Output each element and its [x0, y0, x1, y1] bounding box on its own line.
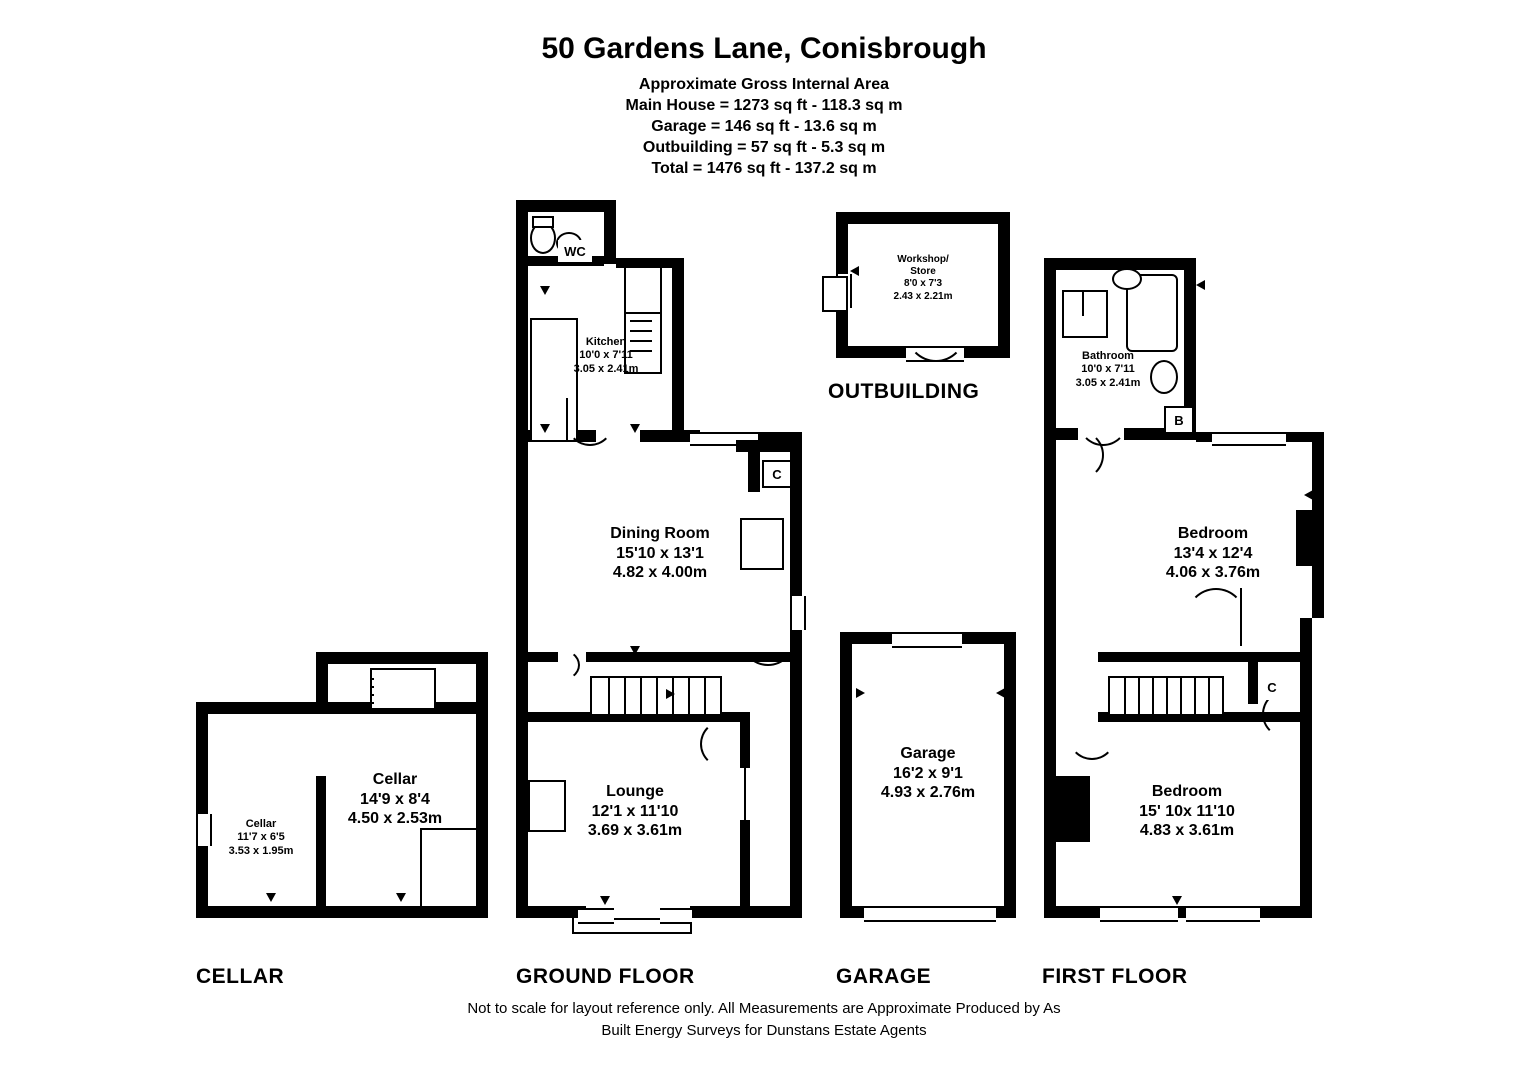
gf-arrow-bay	[600, 896, 610, 905]
ff-wall-left	[1044, 440, 1056, 918]
ob-fixture	[822, 276, 848, 312]
kitchen-metric: 3.05 x 2.41m	[573, 362, 639, 375]
ff-window-bed1-top	[1212, 432, 1286, 446]
cellar-wall-top-right	[316, 652, 488, 664]
cellar-arrow-1	[266, 893, 276, 902]
garage-imperial: 16'2 x 9'1	[893, 764, 963, 782]
floor-title-cellar: CELLAR	[196, 965, 285, 988]
gf-arrow-lounge	[518, 800, 527, 810]
bedroom2-name: Bedroom	[1151, 783, 1223, 800]
dining-imperial: 15'10 x 13'1	[616, 544, 704, 562]
area-total: Total = 1476 sq ft - 137.2 sq m	[651, 160, 877, 177]
area-heading: Approximate Gross Internal Area	[638, 76, 890, 93]
ff-window-bed2-left	[1100, 906, 1178, 922]
workshop-name2: Store	[910, 266, 936, 278]
ff-wall-right-lower	[1300, 618, 1312, 918]
gf-arrow-kitchen2	[540, 424, 550, 433]
bedroom1-name: Bedroom	[1177, 525, 1249, 542]
ob-wall-bottom-left	[836, 346, 906, 358]
shower-icon	[1062, 290, 1108, 338]
workshop-imperial: 8'0 x 7'3	[903, 278, 943, 290]
area-outbuilding: Outbuilding = 57 sq ft - 5.3 sq m	[642, 139, 886, 156]
area-main-house: Main House = 1273 sq ft - 118.3 sq m	[625, 97, 903, 114]
gf-arrow-hall	[630, 646, 640, 655]
bedroom1-metric: 4.06 x 3.76m	[1165, 564, 1261, 582]
floor-title-ground: GROUND FLOOR	[516, 965, 695, 988]
gf-wall-wc-right	[604, 200, 616, 264]
workshop-name: Workshop/	[897, 254, 949, 265]
gf-wall-top	[516, 200, 616, 212]
cellar-large-imperial: 14'9 x 8'4	[360, 790, 430, 808]
ff-wall-landing-top	[1098, 652, 1248, 662]
cellar-wall-left	[196, 702, 208, 918]
ff-arrow-bed1-right	[1304, 490, 1313, 500]
gf-bay-window-left	[578, 908, 614, 924]
wc-cistern-icon	[532, 216, 554, 228]
ff-wall-left-upper	[1044, 258, 1056, 440]
cellar-small-imperial: 11'7 x 6'5	[237, 831, 285, 844]
garage-window-top	[892, 632, 962, 648]
gf-wall-cupboard	[736, 440, 792, 452]
gf-staircase	[590, 676, 722, 716]
bedroom1-imperial: 13'4 x 12'4	[1173, 544, 1253, 562]
ob-wall-bottom-right	[962, 346, 1010, 358]
cellar-large-name: Cellar	[372, 771, 418, 788]
gf-wall-right	[790, 432, 802, 918]
cellar-wall-bottom	[196, 906, 488, 918]
footer-line-1: Not to scale for layout reference only. All Measurements are Approximate Produced by As	[467, 1000, 1061, 1017]
gf-stair-arrow	[666, 689, 675, 699]
gf-arrow-dining-left	[518, 530, 527, 540]
ob-wall-right	[998, 212, 1010, 358]
floor-title-outbuilding: OUTBUILDING	[828, 380, 980, 403]
garage-metric: 4.93 x 2.76m	[880, 784, 976, 802]
bedroom2-metric: 4.83 x 3.61m	[1139, 822, 1235, 840]
ob-wall-left-top	[836, 212, 848, 274]
gf-wall-left-upper	[516, 200, 528, 440]
cellar-wall-top-left	[196, 702, 488, 714]
cellar-wall-step	[316, 652, 328, 708]
ff-window-bed2-right	[1186, 906, 1260, 922]
lounge-name: Lounge	[606, 783, 664, 800]
ff-arrow-bath	[1196, 280, 1205, 290]
ff-wall-cupboard-top	[1248, 652, 1312, 662]
floor-title-first: FIRST FLOOR	[1042, 965, 1188, 988]
cellar-small-metric: 3.53 x 1.95m	[228, 844, 294, 857]
cupboard-marker-first: C	[1258, 674, 1286, 700]
ob-wall-top	[836, 212, 1010, 224]
bathroom-name: Bathroom	[1082, 350, 1134, 362]
ff-wall-bottom	[1044, 906, 1312, 918]
bedroom2-imperial: 15' 10x 11'10	[1139, 802, 1235, 820]
cellar-arrow-2	[396, 893, 406, 902]
ff-arrow-bed2	[1172, 896, 1182, 905]
cellar-recess-line	[420, 828, 422, 906]
garage-name: Garage	[900, 745, 956, 762]
kitchen-imperial: 10'0 x 7'11	[579, 349, 633, 362]
ff-staircase	[1108, 676, 1224, 716]
gf-wall-left	[516, 440, 528, 918]
gf-wall-kitchen-right	[672, 258, 684, 440]
cellar-staircase	[370, 668, 436, 710]
dining-metric: 4.82 x 4.00m	[612, 564, 708, 582]
gf-wall-cupboard2	[748, 440, 760, 492]
floor-title-garage: GARAGE	[836, 965, 932, 988]
wc-label: WC	[558, 240, 592, 262]
garage-arrow-left	[856, 688, 865, 698]
ff-arrow-bed1	[1046, 490, 1055, 500]
page-title: 50 Gardens Lane, Conisbrough	[541, 32, 987, 65]
kitchen-name: Kitchen	[585, 336, 627, 348]
boiler-marker: B	[1164, 406, 1194, 434]
garage-door	[864, 906, 996, 922]
lounge-imperial: 12'1 x 11'10	[591, 802, 679, 820]
kitchen-sink	[624, 266, 662, 316]
ob-arrow-left	[850, 266, 859, 276]
bathroom-metric: 3.05 x 2.41m	[1075, 376, 1141, 389]
footer-line-2: Built Energy Surveys for Dunstans Estate Agents	[601, 1022, 927, 1039]
gf-arrow-kitchen	[540, 286, 550, 295]
lounge-metric: 3.69 x 3.61m	[587, 822, 683, 840]
workshop-metric: 2.43 x 2.21m	[893, 290, 953, 302]
bathroom-imperial: 10'0 x 7'11	[1081, 363, 1135, 376]
gf-arrow-dining-top	[630, 424, 640, 433]
gf-wall-bottom-left	[516, 906, 586, 918]
gf-bay-window-right	[660, 908, 692, 924]
dining-name: Dining Room	[610, 525, 710, 542]
basin-icon	[1112, 268, 1142, 290]
cupboard-marker-ground: C	[762, 460, 792, 488]
garage-arrow-right	[996, 688, 1005, 698]
cellar-small-name: Cellar	[245, 818, 277, 830]
cellar-large-metric: 4.50 x 2.53m	[347, 810, 443, 828]
area-garage: Garage = 146 sq ft - 13.6 sq m	[651, 118, 877, 135]
